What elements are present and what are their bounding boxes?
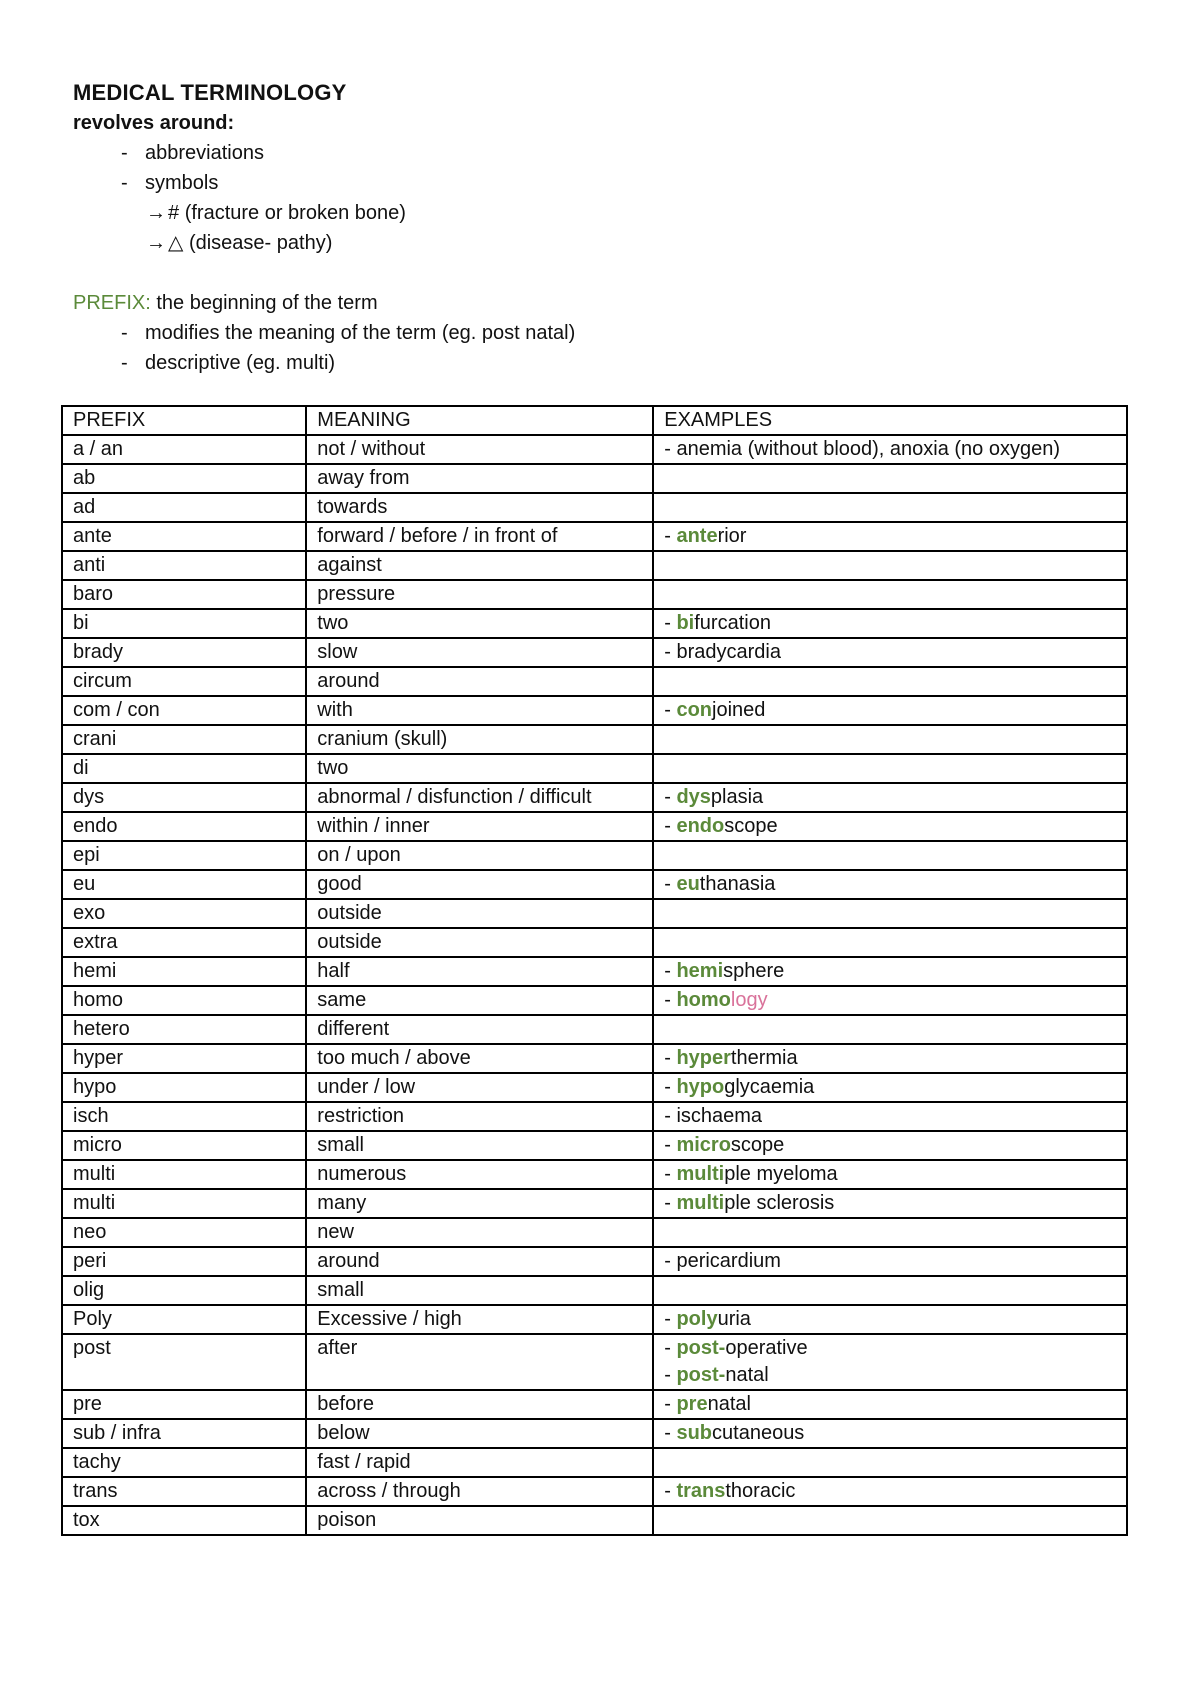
prefix-highlight: sub xyxy=(676,1422,713,1444)
prefix-cell: sub / infra xyxy=(62,1419,306,1448)
example-line xyxy=(664,1420,1116,1447)
prefix-cell: homo xyxy=(62,986,306,1015)
table-row xyxy=(62,1189,1127,1218)
prefix-highlight: poly xyxy=(676,1308,718,1330)
example-text: - xyxy=(664,815,677,837)
example-text: joined xyxy=(712,699,766,721)
meaning-cell: small xyxy=(306,1276,653,1305)
example-text: - pericardium xyxy=(664,1250,781,1272)
table-row xyxy=(62,1247,1127,1276)
examples-cell xyxy=(653,1334,1127,1390)
meaning-cell: around xyxy=(306,1247,653,1276)
header-examples: EXAMPLES xyxy=(653,406,1127,435)
examples-cell xyxy=(653,725,1127,754)
meaning-cell: numerous xyxy=(306,1160,653,1189)
examples-cell xyxy=(653,551,1127,580)
prefix-definition xyxy=(73,288,1123,318)
example-text: - xyxy=(664,1308,677,1330)
examples-cell xyxy=(653,1506,1127,1535)
meaning-cell: away from xyxy=(306,464,653,493)
table-row xyxy=(62,812,1127,841)
subtitle: revolves around: xyxy=(73,112,235,134)
example-line xyxy=(664,784,1116,811)
examples-cell xyxy=(653,638,1127,667)
examples-cell xyxy=(653,1102,1127,1131)
example-text: natal xyxy=(725,1364,769,1386)
list-item: - descriptive (eg. multi) xyxy=(121,352,336,374)
table-row xyxy=(62,1506,1127,1535)
header-prefix: PREFIX xyxy=(62,406,306,435)
triangle-symbol: △ xyxy=(168,232,184,254)
examples-cell xyxy=(653,1131,1127,1160)
meaning-cell: towards xyxy=(306,493,653,522)
suffix-highlight: logy xyxy=(730,989,768,1011)
table-row xyxy=(62,1477,1127,1506)
table-row xyxy=(62,1073,1127,1102)
prefix-cell: multi xyxy=(62,1189,306,1218)
meaning-cell: within / inner xyxy=(306,812,653,841)
meaning-cell: Excessive / high xyxy=(306,1305,653,1334)
prefix-cell: a / an xyxy=(62,435,306,464)
table-row xyxy=(62,957,1127,986)
prefix-cell: hyper xyxy=(62,1044,306,1073)
table-row xyxy=(62,986,1127,1015)
prefix-points-list xyxy=(73,318,1123,378)
prefix-cell: neo xyxy=(62,1218,306,1247)
prefix-cell: trans xyxy=(62,1477,306,1506)
prefix-highlight: multi xyxy=(676,1192,725,1214)
prefix-cell: brady xyxy=(62,638,306,667)
meaning-cell: fast / rapid xyxy=(306,1448,653,1477)
example-line xyxy=(664,1190,1116,1217)
symbol-item-disease xyxy=(146,228,1123,258)
example-line xyxy=(664,1335,1116,1362)
meaning-cell: different xyxy=(306,1015,653,1044)
prefix-cell: post xyxy=(62,1334,306,1390)
example-text: furcation xyxy=(694,612,771,634)
meaning-cell: many xyxy=(306,1189,653,1218)
examples-cell xyxy=(653,1044,1127,1073)
example-text: - xyxy=(664,786,677,808)
examples-cell xyxy=(653,1390,1127,1419)
prefix-highlight: bi xyxy=(676,612,695,634)
prefix-cell: epi xyxy=(62,841,306,870)
examples-cell xyxy=(653,435,1127,464)
table-row xyxy=(62,841,1127,870)
example-text: scope xyxy=(730,1134,785,1156)
table-row xyxy=(62,1160,1127,1189)
meaning-cell: poison xyxy=(306,1506,653,1535)
meaning-cell: abnormal / disfunction / difficult xyxy=(306,783,653,812)
example-text: - anemia (without blood), anoxia (no oxygen) xyxy=(664,438,1061,460)
table-row xyxy=(62,1276,1127,1305)
prefix-highlight: eu xyxy=(676,873,700,895)
example-text: - xyxy=(664,525,677,547)
examples-cell xyxy=(653,986,1127,1015)
example-text: - xyxy=(664,1134,677,1156)
prefix-highlight: post- xyxy=(676,1364,726,1386)
arrow-right-icon: → xyxy=(146,202,166,224)
table-row xyxy=(62,638,1127,667)
prefix-cell: exo xyxy=(62,899,306,928)
prefix-highlight: ante xyxy=(676,525,718,547)
example-text: - xyxy=(664,1076,677,1098)
examples-cell xyxy=(653,1247,1127,1276)
prefix-cell: com / con xyxy=(62,696,306,725)
prefix-cell: ab xyxy=(62,464,306,493)
example-text: scope xyxy=(724,815,778,837)
prefix-highlight: endo xyxy=(676,815,725,837)
meaning-cell: across / through xyxy=(306,1477,653,1506)
example-line xyxy=(664,1132,1116,1159)
example-text: sphere xyxy=(723,960,785,982)
meaning-cell: too much / above xyxy=(306,1044,653,1073)
example-text: - xyxy=(664,699,677,721)
meaning-cell: small xyxy=(306,1131,653,1160)
table-row xyxy=(62,1305,1127,1334)
table-row xyxy=(62,1390,1127,1419)
table-row xyxy=(62,928,1127,957)
example-text: ple myeloma xyxy=(724,1163,838,1185)
table-row xyxy=(62,1015,1127,1044)
example-text: thoracic xyxy=(725,1480,796,1502)
example-text: cutaneous xyxy=(712,1422,805,1444)
example-text: - xyxy=(664,1337,677,1359)
example-line xyxy=(664,871,1116,898)
meaning-cell: restriction xyxy=(306,1102,653,1131)
prefix-cell: olig xyxy=(62,1276,306,1305)
prefix-cell: anti xyxy=(62,551,306,580)
table-row xyxy=(62,696,1127,725)
prefix-cell: tachy xyxy=(62,1448,306,1477)
example-line xyxy=(664,436,1116,463)
example-text: natal xyxy=(707,1393,751,1415)
examples-cell xyxy=(653,493,1127,522)
example-line xyxy=(664,639,1116,666)
examples-cell xyxy=(653,1477,1127,1506)
example-line xyxy=(664,1045,1116,1072)
meaning-cell: cranium (skull) xyxy=(306,725,653,754)
table-row xyxy=(62,522,1127,551)
list-item: - abbreviations xyxy=(121,142,264,164)
prefix-cell: hypo xyxy=(62,1073,306,1102)
meaning-cell: not / without xyxy=(306,435,653,464)
table-row xyxy=(62,870,1127,899)
meaning-cell: half xyxy=(306,957,653,986)
meaning-cell: pressure xyxy=(306,580,653,609)
meaning-cell: around xyxy=(306,667,653,696)
example-line xyxy=(664,1362,1116,1389)
prefix-cell: micro xyxy=(62,1131,306,1160)
examples-cell xyxy=(653,464,1127,493)
meaning-cell: forward / before / in front of xyxy=(306,522,653,551)
table-row xyxy=(62,1218,1127,1247)
arrow-right-icon: → xyxy=(146,232,166,254)
example-text: - xyxy=(664,1047,677,1069)
examples-cell xyxy=(653,841,1127,870)
examples-cell xyxy=(653,667,1127,696)
table-row xyxy=(62,1044,1127,1073)
example-line xyxy=(664,610,1116,637)
table-row xyxy=(62,1102,1127,1131)
meaning-cell: slow xyxy=(306,638,653,667)
hash-symbol: # xyxy=(168,202,180,224)
prefix-definition-text: the beginning of the term xyxy=(150,292,378,314)
examples-cell xyxy=(653,783,1127,812)
prefix-highlight: homo xyxy=(676,989,731,1011)
prefix-cell: baro xyxy=(62,580,306,609)
examples-cell xyxy=(653,1305,1127,1334)
table-row xyxy=(62,725,1127,754)
prefix-cell: crani xyxy=(62,725,306,754)
examples-cell xyxy=(653,928,1127,957)
examples-cell xyxy=(653,1189,1127,1218)
meaning-cell: new xyxy=(306,1218,653,1247)
meaning-cell: after xyxy=(306,1334,653,1390)
example-line xyxy=(664,1074,1116,1101)
prefix-label: PREFIX: xyxy=(73,292,151,314)
prefix-cell: multi xyxy=(62,1160,306,1189)
examples-cell xyxy=(653,812,1127,841)
list-item: - modifies the meaning of the term (eg. post natal) xyxy=(121,322,576,344)
examples-cell xyxy=(653,1015,1127,1044)
example-text: - xyxy=(664,1480,677,1502)
examples-cell xyxy=(653,609,1127,638)
table-row xyxy=(62,609,1127,638)
example-text: plasia xyxy=(710,786,764,808)
prefix-cell: eu xyxy=(62,870,306,899)
prefix-highlight: hyper xyxy=(676,1047,731,1069)
example-text: uria xyxy=(717,1308,751,1330)
example-text: - xyxy=(664,612,677,634)
table-row xyxy=(62,1131,1127,1160)
prefix-cell: ante xyxy=(62,522,306,551)
examples-cell xyxy=(653,696,1127,725)
table-row xyxy=(62,754,1127,783)
table-row xyxy=(62,1419,1127,1448)
prefix-cell: pre xyxy=(62,1390,306,1419)
example-text: - xyxy=(664,989,677,1011)
table-body xyxy=(62,435,1127,1535)
example-text: operative xyxy=(725,1337,808,1359)
example-text: - ischaema xyxy=(664,1105,763,1127)
examples-cell xyxy=(653,522,1127,551)
table-row xyxy=(62,783,1127,812)
meaning-cell: before xyxy=(306,1390,653,1419)
list-item: - symbols xyxy=(121,172,219,194)
example-line xyxy=(664,697,1116,724)
example-text: - xyxy=(664,873,677,895)
prefix-cell: extra xyxy=(62,928,306,957)
table-row xyxy=(62,435,1127,464)
table-row xyxy=(62,1448,1127,1477)
prefix-cell: circum xyxy=(62,667,306,696)
meaning-cell: outside xyxy=(306,928,653,957)
prefix-highlight: post- xyxy=(676,1337,726,1359)
meaning-cell: below xyxy=(306,1419,653,1448)
prefix-highlight: con xyxy=(676,699,713,721)
example-line xyxy=(664,1103,1116,1130)
meaning-cell: good xyxy=(306,870,653,899)
table-header-row xyxy=(62,406,1127,435)
prefix-cell: isch xyxy=(62,1102,306,1131)
prefix-cell: hetero xyxy=(62,1015,306,1044)
table-row xyxy=(62,464,1127,493)
examples-cell xyxy=(653,1073,1127,1102)
table-row xyxy=(62,667,1127,696)
meaning-cell: two xyxy=(306,754,653,783)
examples-cell xyxy=(653,1448,1127,1477)
prefix-cell: dys xyxy=(62,783,306,812)
prefix-highlight: hypo xyxy=(676,1076,725,1098)
examples-cell xyxy=(653,1218,1127,1247)
prefix-cell: endo xyxy=(62,812,306,841)
intro-section xyxy=(73,78,1123,378)
example-text: - xyxy=(664,1422,677,1444)
examples-cell xyxy=(653,957,1127,986)
meaning-cell: outside xyxy=(306,899,653,928)
meaning-cell: against xyxy=(306,551,653,580)
prefix-cell: hemi xyxy=(62,957,306,986)
meaning-cell: two xyxy=(306,609,653,638)
examples-cell xyxy=(653,754,1127,783)
example-text: glycaemia xyxy=(724,1076,815,1098)
example-text: - xyxy=(664,1163,677,1185)
example-line xyxy=(664,523,1116,550)
example-text: - xyxy=(664,1192,677,1214)
meaning-cell: under / low xyxy=(306,1073,653,1102)
example-text: ple sclerosis xyxy=(724,1192,835,1214)
example-text: - xyxy=(664,1393,677,1415)
prefix-cell: Poly xyxy=(62,1305,306,1334)
meaning-cell: same xyxy=(306,986,653,1015)
prefix-cell: tox xyxy=(62,1506,306,1535)
table-row xyxy=(62,1334,1127,1390)
example-text: - bradycardia xyxy=(664,641,781,663)
header-meaning: MEANING xyxy=(306,406,653,435)
symbol-description: (disease- pathy) xyxy=(188,232,333,254)
example-text: - xyxy=(664,1364,677,1386)
example-text: thanasia xyxy=(699,873,776,895)
example-line xyxy=(664,1478,1116,1505)
prefix-cell: ad xyxy=(62,493,306,522)
revolves-list xyxy=(73,138,1123,198)
examples-cell xyxy=(653,1160,1127,1189)
prefix-highlight: pre xyxy=(676,1393,708,1415)
example-text: thermia xyxy=(730,1047,798,1069)
example-line xyxy=(664,813,1116,840)
examples-cell xyxy=(653,899,1127,928)
prefix-highlight: hemi xyxy=(676,960,724,982)
page-title: MEDICAL TERMINOLOGY xyxy=(73,80,347,105)
table-row xyxy=(62,580,1127,609)
prefix-cell: di xyxy=(62,754,306,783)
example-line xyxy=(664,958,1116,985)
prefix-highlight: trans xyxy=(676,1480,726,1502)
symbol-description: (fracture or broken bone) xyxy=(184,202,406,224)
examples-cell xyxy=(653,1276,1127,1305)
examples-cell xyxy=(653,1419,1127,1448)
prefix-table xyxy=(61,405,1128,1536)
meaning-cell: with xyxy=(306,696,653,725)
meaning-cell: on / upon xyxy=(306,841,653,870)
symbols-list xyxy=(73,198,1123,258)
example-line xyxy=(664,1248,1116,1275)
table-row xyxy=(62,899,1127,928)
example-line xyxy=(664,1391,1116,1418)
prefix-highlight: multi xyxy=(676,1163,725,1185)
example-text: rior xyxy=(717,525,747,547)
examples-cell xyxy=(653,870,1127,899)
prefix-highlight: dys xyxy=(676,786,711,808)
prefix-cell: peri xyxy=(62,1247,306,1276)
example-line xyxy=(664,987,1116,1014)
example-line xyxy=(664,1161,1116,1188)
prefix-cell: bi xyxy=(62,609,306,638)
example-line xyxy=(664,1306,1116,1333)
example-text: - xyxy=(664,960,677,982)
table-row xyxy=(62,551,1127,580)
table-row xyxy=(62,493,1127,522)
examples-cell xyxy=(653,580,1127,609)
prefix-highlight: micro xyxy=(676,1134,731,1156)
symbol-item-fracture xyxy=(146,198,1123,228)
